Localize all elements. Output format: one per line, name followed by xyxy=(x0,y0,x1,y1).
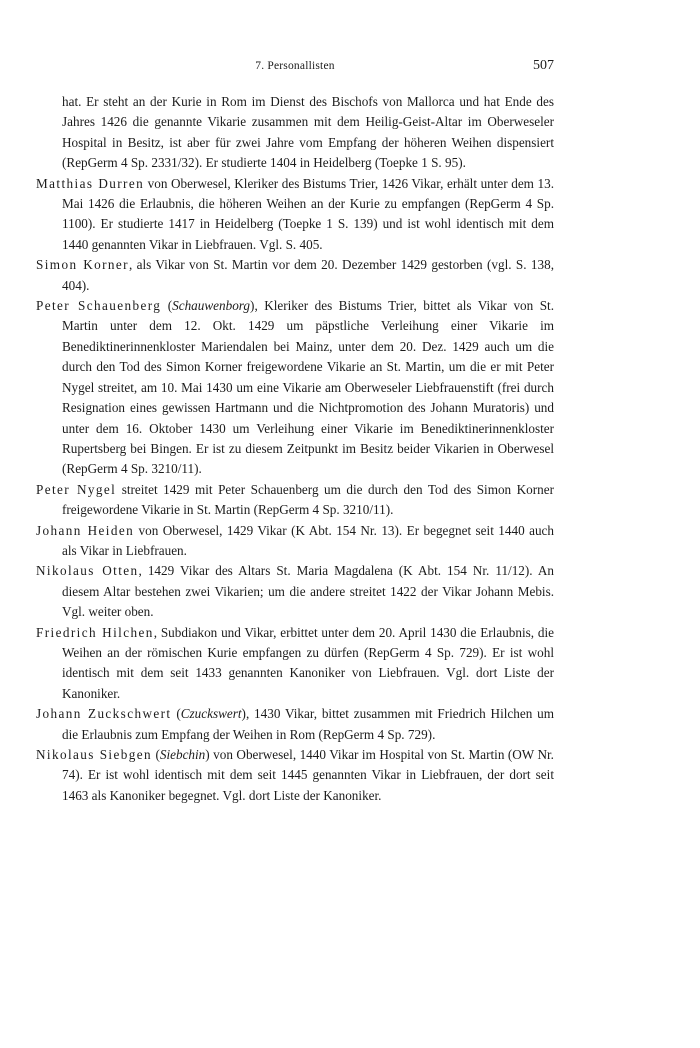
entry-text: , als Vikar von St. Martin vor dem 20. Dezember 1429 gestorben (vgl. S. 138, 404). xyxy=(62,257,554,293)
alias-paren-close: ) xyxy=(205,747,210,762)
entry-text: , 1430 Vikar, bittet zusammen mit Friedrich Hilchen um die Erlaubnis zum Empfang der Weihen in Rom (RepGerm 4 Sp. 729). xyxy=(62,706,554,742)
entry-text: von Oberwesel, 1429 Vikar (K Abt. 154 Nr. 13). Er begegnet seit 1440 auch als Vikar in Liebfrauen. xyxy=(62,522,554,558)
list-entry xyxy=(36,296,554,480)
person-list xyxy=(36,92,554,806)
person-name: Friedrich Hilchen xyxy=(36,624,154,640)
alias-paren-open: ( xyxy=(171,706,181,722)
list-entry xyxy=(36,480,554,521)
entry-text: hat. Er steht an der Kurie in Rom im Dienst des Bischofs von Mallorca und hat Ende des Jahres 1426 die genannte Vikarie zusammen mit dem Heilig-Geist-Altar im Oberweseler Hospital in Besitz, ist aber für zwei Jahre vom Empfang der höheren Weihen dispensiert (RepGerm 4 Sp. 2331/32). Er studierte 1404 in Heidelberg (Toepke 1 S. 95). xyxy=(62,94,554,171)
entry-text: , Kleriker des Bistums Trier, bittet als Vikar von St. Martin unter dem 12. Okt. 1429 um päpstliche Verleihung einer Vikarie im Benediktinerinnenkloster Mariendalen bei Mainz, unter dem 20. Dez. 1429 auch um die durch den Tod des Simon Korner freigewordene Vikarie an St. Martin, um die er mit Peter Nygel streitet, am 10. Mai 1430 um eine Vikarie am Oberweseler Liebfrauenstift (frei durch Resignation eines gewissen Hartmann und die Nichtpromotion des Johann Muratoris) und unter dem 16. Oktober 1430 um Verleihung einer Vikarie im Benediktinerinnenkloster Rupertsberg bei Bingen. Er ist zu diesem Zeitpunkt im Besitz beider Vikarien in Oberwesel (RepGerm 4 Sp. 3210/11). xyxy=(62,298,555,477)
entry-text: von Oberwesel, 1440 Vikar im Hospital von St. Martin (OW Nr. 74). Er ist wohl identisch mit dem seit 1445 genannten Vikar in Liebfrauen, der dort seit 1463 als Kanoniker begegnet. Vgl. dort Liste der Kanoniker. xyxy=(62,747,554,803)
list-entry xyxy=(36,623,554,705)
name-variant: Siebchin xyxy=(159,747,206,762)
entry-text: von Oberwesel, Kleriker des Bistums Trier, 1426 Vikar, erhält unter dem 13. Mai 1426 die Erlaubnis, die höheren Weihen an der Kurie zu empfangen (RepGerm 4 Sp. 1100). Er studierte 1417 in Heidelberg (Toepke 1 S. 139) und ist wohl identisch mit dem 1440 genannten Vikar in Liebfrauen. Vgl. S. 405. xyxy=(62,175,554,252)
person-name: Johann Zuckschwert xyxy=(36,706,172,722)
person-name: Peter Nygel xyxy=(36,481,117,497)
name-variant: Czuckswert xyxy=(180,706,242,722)
alias-paren-open: ( xyxy=(161,298,173,314)
person-name: Matthias Durren xyxy=(36,175,145,191)
person-name: Nikolaus Otten xyxy=(36,563,139,579)
entry-text: , Subdiakon und Vikar, erbittet unter dem 20. April 1430 die Erlaubnis, die Weihen an der römischen Kurie empfangen zu dürfen (RepGerm 4 Sp. 729). Er ist wohl identisch mit dem seit 1433 genannten Kanoniker von Liebfrauen. Vgl. dort Liste der Kanoniker. xyxy=(62,624,555,701)
person-name: Simon Korner xyxy=(36,257,129,273)
person-name: Johann Heiden xyxy=(36,522,135,538)
alias-paren-close: ) xyxy=(250,298,255,314)
running-head xyxy=(36,58,554,76)
person-name: Nikolaus Siebgen xyxy=(36,747,152,762)
name-variant: Schauwenborg xyxy=(172,298,251,314)
list-entry xyxy=(36,561,554,622)
person-name: Peter Schauenberg xyxy=(36,298,162,314)
alias-paren-open: ( xyxy=(151,747,160,762)
page-number: 507 xyxy=(533,58,554,73)
alias-paren-close: ) xyxy=(241,706,246,722)
list-entry xyxy=(36,255,554,296)
list-entry xyxy=(36,521,554,562)
section-title: 7. Personallisten xyxy=(255,60,335,72)
list-entry xyxy=(36,704,554,745)
list-entry xyxy=(36,174,554,256)
list-entry xyxy=(36,745,554,806)
list-entry-continued xyxy=(36,92,554,174)
entry-text: , 1429 Vikar des Altars St. Maria Magdalena (K Abt. 154 Nr. 11/12). An diesem Altar bestehen zwei Vikarien; um die andere streitet 1422 der Vikar Johann Mebis. Vgl. weiter oben. xyxy=(62,563,554,620)
entry-text: streitet 1429 mit Peter Schauenberg um die durch den Tod des Simon Korner freigewordene Vikarie in St. Martin (RepGerm 4 Sp. 3210/11). xyxy=(62,481,554,518)
